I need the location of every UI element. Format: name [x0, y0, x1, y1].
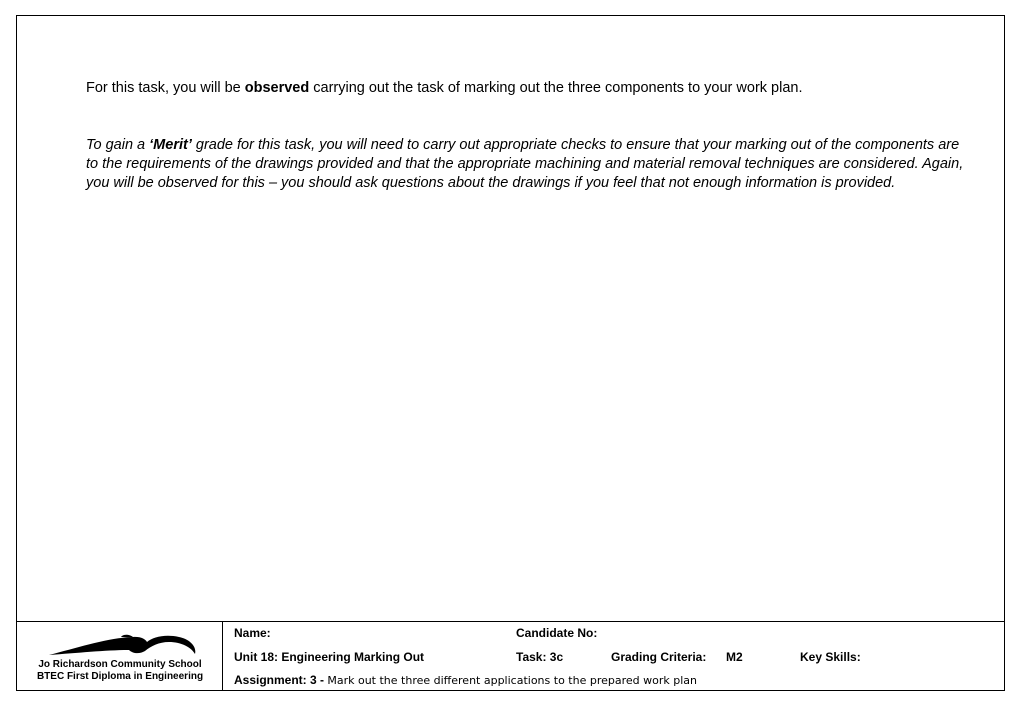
merit-paragraph [86, 136, 966, 193]
unit-label: Unit 18: Engineering Marking Out [234, 650, 425, 664]
bird-logo-icon [47, 634, 197, 660]
key-skills-label: Key Skills: [800, 650, 861, 664]
para1-text-end: carrying out the task of marking out the three components to your work plan. [309, 80, 803, 96]
school-logo-cell [17, 622, 223, 690]
para2-text-start: To gain a [86, 137, 150, 153]
para2-text-end: grade for this task, you will need to carry out appropriate checks to ensure that your marking out of the components are to the requirements of the drawings provided and that the appropriate machining and material removal techniques are considered. Again, you will be observed for this – you should ask questions about the drawings if you feel that not enough information is provided. [86, 137, 964, 191]
name-label: Name: [234, 626, 271, 640]
grading-criteria-value: M2 [726, 650, 743, 664]
observation-paragraph [86, 79, 966, 98]
assignment-label: Assignment: 3 - [234, 673, 328, 687]
candidate-no-label: Candidate No: [516, 626, 598, 640]
para1-emphasis: observed [244, 80, 310, 96]
para2-emphasis: ‘Merit’ [149, 137, 192, 153]
assignment-description: Mark out the three different applications to the prepared work plan [327, 674, 697, 687]
task-label: Task: 3c [516, 650, 564, 664]
course-name: BTEC First Diploma in Engineering [36, 671, 204, 682]
para1-text-start: For this task, you will be [86, 80, 245, 96]
footer-info-cell [223, 622, 1004, 690]
footer-table [16, 621, 1005, 691]
page-frame [16, 15, 1005, 691]
assignment-line [234, 673, 697, 687]
grading-criteria-label: Grading Criteria: [611, 650, 707, 664]
school-name: Jo Richardson Community School [38, 659, 202, 670]
